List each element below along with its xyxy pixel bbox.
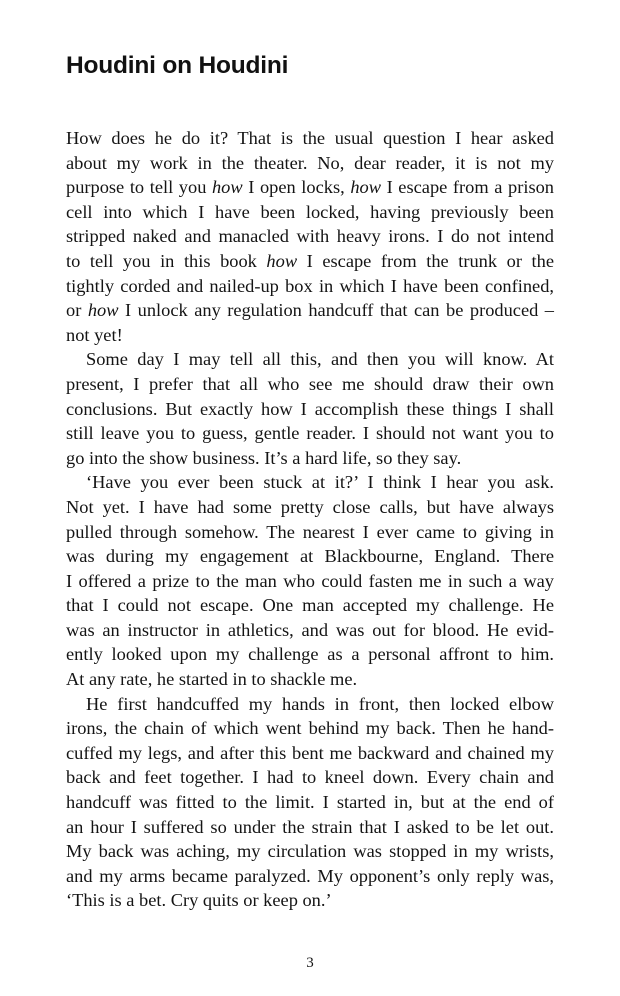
- text-line: [66, 839, 554, 864]
- text-segment: ently looked upon my challenge as a personal affront to him.: [66, 644, 554, 665]
- text-segment: stripped naked and manacled with heavy irons. I do not intend: [66, 226, 554, 247]
- text-segment: Some day I may tell all this, and then you will know. At: [86, 349, 554, 370]
- text-line: [66, 151, 554, 176]
- text-segment: ‘Have you ever been stuck at it?’ I think I hear you ask.: [86, 472, 554, 493]
- text-line: [66, 692, 554, 717]
- text-line: [66, 298, 554, 323]
- text-segment: irons, the chain of which went behind my back. Then he hand-: [66, 718, 554, 739]
- text-line: [66, 470, 554, 495]
- text-segment: cuffed my legs, and after this bent me backward and chained my: [66, 742, 554, 763]
- text-line: [66, 224, 554, 249]
- italic-word: how: [350, 177, 381, 198]
- text-line: [66, 249, 554, 274]
- text-line: [66, 815, 554, 840]
- text-segment: My back was aching, my circulation was stopped in my wrists,: [66, 841, 554, 862]
- italic-word: how: [266, 250, 298, 271]
- text-segment: handcuff was fitted to the limit. I started in, but at the end of: [66, 792, 554, 813]
- text-segment: He first handcuffed my hands in front, then locked elbow: [86, 693, 554, 714]
- text-segment: or: [66, 300, 88, 321]
- text-segment: go into the show business. It’s a hard life, so they say.: [66, 447, 462, 468]
- text-segment: that I could not escape. One man accepted my challenge. He: [66, 595, 554, 616]
- text-segment: back and feet together. I had to kneel down. Every chain and: [66, 767, 554, 788]
- text-line: [66, 421, 554, 446]
- text-segment: and my arms became paralyzed. My opponent’s only reply was,: [66, 865, 554, 886]
- text-segment: Not yet. I have had some pretty close calls, but have always: [66, 496, 554, 517]
- text-segment: to tell you in this book: [66, 250, 267, 271]
- italic-word: how: [211, 177, 243, 198]
- text-segment: pulled through somehow. The nearest I ever came to giving in: [66, 521, 554, 542]
- text-segment: How does he do it? That is the usual question I hear asked: [66, 128, 554, 148]
- chapter-title: Houdini on Houdini: [66, 52, 289, 79]
- text-line: [66, 618, 554, 643]
- text-segment: an hour I suffered so under the strain that I asked to be let out.: [66, 816, 554, 837]
- text-line: [66, 667, 554, 692]
- text-line: [66, 642, 554, 667]
- text-line: [66, 397, 554, 422]
- text-line: [66, 274, 554, 299]
- text-line: [66, 544, 554, 569]
- text-segment: still leave you to guess, gentle reader. I should not want you to: [66, 423, 554, 444]
- text-segment: present, I prefer that all who see me should draw their own: [66, 373, 554, 394]
- text-segment: not yet!: [66, 324, 123, 345]
- text-segment: At any rate, he started in to shackle me.: [66, 669, 358, 690]
- text-line: [66, 790, 554, 815]
- text-line: [66, 446, 554, 471]
- text-line: [66, 495, 554, 520]
- text-segment: about my work in the theater. No, dear reader, it is not my: [66, 152, 554, 173]
- text-segment: was during my engagement at Blackbourne, England. There: [66, 546, 554, 567]
- text-segment: tightly corded and nailed-up box in which I have been confined,: [66, 275, 554, 296]
- text-line: [66, 323, 554, 348]
- text-segment: ‘This is a bet. Cry quits or keep on.’: [66, 890, 332, 911]
- text-line: [66, 593, 554, 618]
- text-segment: conclusions. But exactly how I accomplish these things I shall: [66, 398, 554, 419]
- page-number: 3: [306, 955, 314, 971]
- body-text: [66, 126, 554, 913]
- text-segment: I open locks,: [242, 177, 351, 198]
- text-segment: I escape from a prison: [381, 177, 554, 198]
- text-line: [66, 347, 554, 372]
- text-line: [66, 372, 554, 397]
- text-line: [66, 888, 554, 913]
- text-line: [66, 200, 554, 225]
- text-segment: purpose to tell you: [66, 177, 212, 198]
- text-line: [66, 569, 554, 594]
- text-segment: I offered a prize to the man who could fasten me in such a way: [66, 570, 554, 591]
- text-line: [66, 126, 554, 151]
- text-line: [66, 520, 554, 545]
- text-line: [66, 864, 554, 889]
- text-line: [66, 716, 554, 741]
- text-segment: I unlock any regulation handcuff that can be produced –: [118, 300, 555, 321]
- text-segment: cell into which I have been locked, having previously been: [66, 201, 554, 222]
- text-line: [66, 175, 554, 200]
- text-line: [66, 765, 554, 790]
- text-segment: was an instructor in athletics, and was out for blood. He evid-: [66, 619, 554, 640]
- text-segment: I escape from the trunk or the: [297, 250, 554, 271]
- italic-word: how: [87, 300, 119, 321]
- text-line: [66, 741, 554, 766]
